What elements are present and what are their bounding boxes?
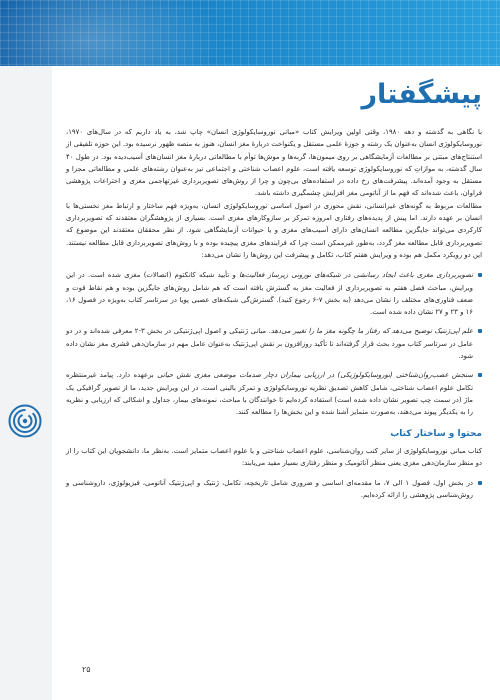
page-number: ۲۵ — [82, 665, 91, 674]
list-item — [66, 477, 482, 502]
section-heading: محتوا و ساختار کتاب — [390, 428, 482, 439]
banner-grid-pattern — [0, 0, 500, 66]
list-item-text: برعهده دارد. پیامد غیرمنتظره تکامل علوم اعصاب شناختی، شامل کاهش تصدیق نظریه نوروسایکولوژی و تمرکز بالینی است. در این ویرایش جدید، ما از تصویر گرافیکی یک ماژ (در سمت چپ تصویر نشان داده شده است) استفاده کرده‌ایم تا خوانندگان با مباحث، نمونه‌های بیمار، جداول و اشکالی که ارزیابی و نظریه را به یکدیگر پیوند می‌دهند، به‌صورت متمایز آشنا شده و این بخش‌ها را مطالعه کنند. — [66, 371, 473, 417]
page-title: پیشگفتار — [361, 79, 482, 110]
list-item-text: . مبانی ژنتیکی و اصول اپی‌ژنتیکی در بخش ۳-۲ معرفی شده‌اند و در دو عامل در سرتاسر کتاب مورد بحث قرار گرفته‌اند تا تأکید روزافزون بر نقش اپی‌ژنتیک به‌عنوان عامل مهم در سازمان‌دهی قشری مغز نشان داده شود. — [66, 327, 473, 361]
feature-list — [66, 269, 482, 418]
list-item — [66, 325, 482, 362]
header-banner — [0, 0, 500, 66]
side-margin-strip — [0, 66, 52, 700]
list-item-text: در بخش اول، فصول ۱ الی ۷، ما مقدمه‌ای اساسی و ضروری شامل تاریخچه، تکامل، ژنتیک و اپی‌ژنتیک آناتومی، فیزیولوژی، دارو‌شناسی و روش‌شناسی پژوهشی را ارائه کرده‌ایم. — [66, 479, 473, 500]
bullet-marker — [478, 481, 482, 485]
section-list — [66, 477, 482, 502]
bullet-marker — [478, 329, 482, 333]
list-item — [66, 369, 482, 418]
main-content — [66, 78, 482, 509]
list-item — [66, 269, 482, 318]
list-item-lead: تصویربرداری مغزی باعث ایجاد رسانشی در شبکه‌های نورونی زیرساز فعالیت‌ها — [239, 271, 473, 280]
bullet-marker — [478, 373, 482, 377]
maze-icon — [8, 404, 42, 438]
bullet-marker — [478, 273, 482, 277]
list-item-lead: سنجش عصب‌روان‌شناختی (نوروسایکولوژیکی) در ارزیابی بیماران دچار صدمات موضعی مغزی نقش حیاتی — [157, 371, 474, 380]
list-item-text: و تأیید شبکه کانکتوم (اتصالات) مغزی شده است. در این ویرایش، مباحث فصل هفتم به تصویربرداری از فعالیت مغز به گسترش یافته است که هم شامل روش‌های جایگزین بوده و هم نقاط قوت و ضعف فناوری‌های مختلف را نشان می‌دهد (به بخش ۷-۶ رجوع کنید). گسترش‌گی شبکه‌های عصبی پویا در سرتاسر کتاب به‌ویژه در فصول ۱۶، ۱۶ و ۲۳ و ۲۷ نشان داده شده است. — [66, 271, 473, 317]
intro-paragraph-1: با نگاهی به گذشته و دهه ۱۹۸۰، وقتی اولین ویرایش کتاب «مبانی نوروسایکولوژی انسان» چاپ شد، به یاد داریم که در سال‌های ۱۹۷۰، نوروسایکولوژی انسان به‌عنوان یک رشته و حوزهٔ علمی مستقل و یکنواخت دربارهٔ مغز انسان، هنوز به منصه ظهور نرسیده بود. این حوزه تلفیقی از استنتاج‌های مبتنی بر مطالعات آزمایشگاهی بر روی میمون‌ها، گربه‌ها و موش‌ها توأم با مطالعاتی دربارهٔ مغز انسان‌های آسیب‌دیده بود. در طول ۴۰ سال گذشته، به موازاتِ که نوروسایکولوژی توسعه یافته است، علوم اعصاب شناختی و اجتماعی نیز به‌عنوان رشته‌های علمی و مطالعاتی مجزا و مستقل به وجود آمده‌اند. پیشرفت‌های رخ داده در استفاده‌های بی‌چون و چرا از روش‌های تصویربرداری غیرتهاجمی مغزی و اختراعات پژوهشی فراوان، باعث شده‌اند که فهم ما از آناتومی مغز افزایش چشمگیری داشته باشد. — [66, 128, 482, 198]
intro-paragraph-2: مطالعات مربوط به گونه‌های غیرانسانی، نقش محوری در اصول اساسی نوروسایکولوژی انسان، به‌ویژه فهم ساختار و ارتباط مغز نخستی‌ها با انسان بر عهده دارند. اما پیش از پدیده‌های رفتاری امروزه تمرکز بر سازوکارهای مغزی است. بسیاری از پژوهشگران معتقدند که تصویربرداری کارکردی می‌تواند جایگزین مطالعه انسان‌های دارای آسیب‌های مغزی و یا حیوانات آزمایشگاهی شود. از نظر محققان معتقدند این موضوع که تصویربرداری قابل مطالعه مغز گردد، به‌طور غیرممکن است چرا که فرایندهای مغزی پیچیده بوده و با روش‌های تصویربرداری قابل مطالعه نیستند. این دو رویکرد مکمل هم بوده و ویرایش هفتم کتاب، تکامل و پیشرفت این روش‌ها را نشان می‌دهد: — [66, 201, 482, 259]
list-item-lead: علم اپی‌ژنتیک توضیح می‌دهد که رفتار ما چگونه مغز ما را تغییر می‌دهد — [270, 327, 473, 336]
section-paragraph: کتاب مبانی نوروسایکولوژی از سایر کتب روان‌شناسی، علوم اعصاب شناختی و یا علوم اعصاب متمایز است. به‌نظر ما، دانشجویان این کتاب را از دو منظر سازمان‌دهی مغزی یعنی منظر آناتومیک و منظر رفتاری بسیار مفید می‌یابند: — [66, 446, 482, 467]
